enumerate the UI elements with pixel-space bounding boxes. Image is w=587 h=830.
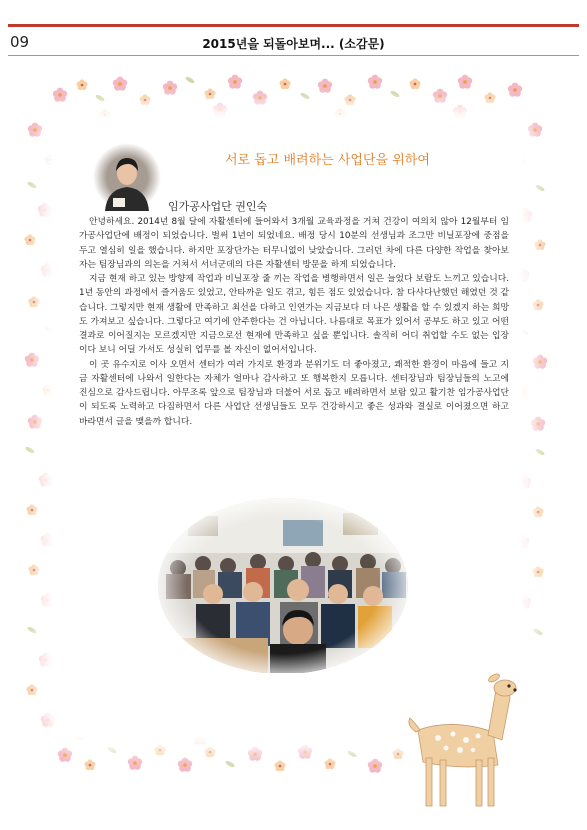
header-divider — [8, 55, 579, 56]
author-portrait — [93, 143, 161, 211]
deer-illustration — [398, 670, 528, 815]
page-number: 09 — [10, 33, 30, 51]
body-paragraph-2: 지금 현재 하고 있는 방향제 작업과 비닐포장 줄 끼는 작업을 병행하면서 일은 늘었다 보람도 느끼고 있습니다. 1년 동안의 과정에서 즐거움도 있었고, 안타까운 일도 겪고, 힘든 점도 있었습니다. 참 다사다난했던 해였던 것 같습니다. 그렇지만 현재 생활에 만족하고 최선을 다하고 인연가는 지금보다 더 나은 생활을 할 수 있겠지 하는 희망도 가져보고 싶습니다. 그렇다고 여기에 안주한다는 건 아닙니다. 나름대로 목표가 있어서 공부도 하고 있고 어떤 결과로 이어질지는 모르겠지만 지금으로선 현재에 만족하고 싶을 뿐입니다. 솔직히 어디 취업할 수도 없는 입장이다 보니 어딜 가서도 성실히 업무를 볼 자신이 없어서입니다. — [79, 274, 509, 356]
header-accent-bar — [8, 24, 579, 27]
body-paragraph-1: 안녕하세요. 2014년 8월 달에 자활센터에 들어와서 3개월 교육과정을 거쳐 건강이 여의치 않아 12월부터 임가공사업단에 배정이 되었습니다. 벌써 1년이 되었네요. 배정 당시 10분의 선생님과 조그만 비닐포장에 중점을 두고 열심히 일을 했습니다. 하지만 포장단가는 터무니없이 낮았습니다. 그러던 차에 다른 다양한 작업을 찾아보자는 팀장님과의 의논을 거쳐서 서너군데의 다른 자활센터 방문을 하게 되었습니다. — [79, 217, 509, 270]
group-photo — [158, 498, 408, 673]
article-body — [79, 215, 509, 429]
page-title: 2015년을 되돌아보며... (소감문) — [202, 37, 385, 51]
article-subtitle: 서로 돕고 배려하는 사업단을 위하여 — [225, 153, 430, 168]
article-author: 임가공사업단 권인숙 — [168, 200, 268, 213]
body-paragraph-3: 이 곳 유수지로 이사 오면서 센터가 여러 가지로 환경과 분위기도 더 좋아졌고, 쾌적한 환경이 마음에 들고 지금 자활센터에 나와서 일한다는 자체가 얼마나 감사하고 또 행복한지 모릅니다. 센터장님과 팀장님들의 노고에 진심으로 감사드립니다. 아무조록 앞으로 팀장님과 더불어 서로 돕고 배려하면서 보람 있고 활기찬 임가공사업단이 되도록 노력하고 다짐하면서 다른 사업단 선생님들도 모두 건강하시고 좋은 성과와 결실로 이어졌으면 하고 바라면서 글을 맺을까 합니다. — [79, 359, 509, 427]
